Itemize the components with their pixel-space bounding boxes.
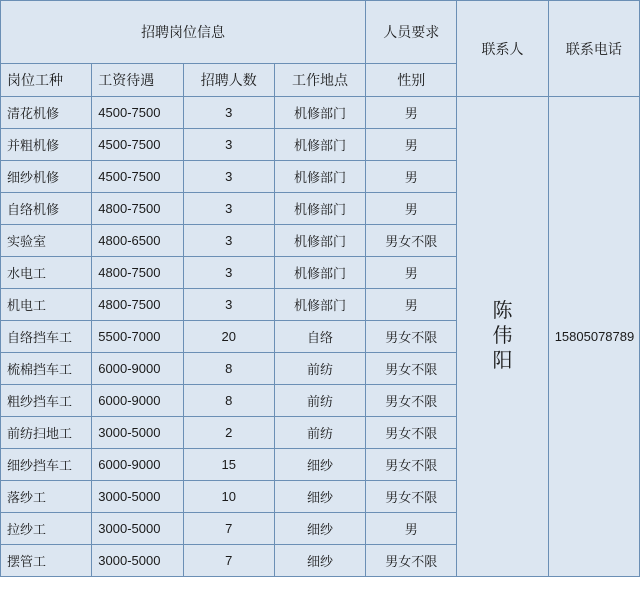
cell-gender: 男 — [366, 129, 457, 161]
cell-gender: 男女不限 — [366, 353, 457, 385]
cell-gender: 男女不限 — [366, 545, 457, 577]
cell-job: 粗纱挡车工 — [1, 385, 92, 417]
cell-count: 7 — [183, 513, 274, 545]
cell-place: 细纱 — [274, 449, 365, 481]
cell-place: 细纱 — [274, 545, 365, 577]
cell-wage: 4800-7500 — [92, 257, 183, 289]
cell-gender: 男女不限 — [366, 417, 457, 449]
cell-gender: 男 — [366, 257, 457, 289]
contact-name-value — [457, 97, 548, 577]
cell-gender: 男女不限 — [366, 385, 457, 417]
cell-place: 机修部门 — [274, 97, 365, 129]
cell-job: 自络挡车工 — [1, 321, 92, 353]
contact-name-char: 伟 — [492, 325, 513, 347]
cell-wage: 3000-5000 — [92, 545, 183, 577]
cell-count: 3 — [183, 225, 274, 257]
cell-job: 清花机修 — [1, 97, 92, 129]
cell-count: 8 — [183, 385, 274, 417]
cell-wage: 3000-5000 — [92, 417, 183, 449]
cell-wage: 6000-9000 — [92, 385, 183, 417]
cell-gender: 男 — [366, 97, 457, 129]
cell-count: 3 — [183, 257, 274, 289]
cell-wage: 4500-7500 — [92, 129, 183, 161]
cell-count: 3 — [183, 289, 274, 321]
cell-job: 自络机修 — [1, 193, 92, 225]
contact-name-char: 陈 — [492, 300, 513, 322]
cell-wage: 6000-9000 — [92, 449, 183, 481]
cell-gender: 男女不限 — [366, 449, 457, 481]
column-header-place: 工作地点 — [274, 64, 365, 97]
cell-count: 2 — [183, 417, 274, 449]
column-header-count: 招聘人数 — [183, 64, 274, 97]
cell-wage: 4500-7500 — [92, 161, 183, 193]
header-row-groups — [1, 1, 640, 64]
cell-job: 机电工 — [1, 289, 92, 321]
cell-place: 前纺 — [274, 417, 365, 449]
cell-count: 10 — [183, 481, 274, 513]
header-job-info: 招聘岗位信息 — [1, 1, 366, 64]
cell-wage: 4800-7500 — [92, 193, 183, 225]
contact-phone-value: 15805078789 — [548, 97, 639, 577]
cell-gender: 男 — [366, 289, 457, 321]
cell-place: 自络 — [274, 321, 365, 353]
cell-job: 并粗机修 — [1, 129, 92, 161]
cell-job: 梳棉挡车工 — [1, 353, 92, 385]
cell-count: 3 — [183, 129, 274, 161]
cell-count: 3 — [183, 193, 274, 225]
cell-gender: 男 — [366, 161, 457, 193]
cell-job: 细纱机修 — [1, 161, 92, 193]
cell-job: 前纺扫地工 — [1, 417, 92, 449]
cell-job: 落纱工 — [1, 481, 92, 513]
table-body — [1, 97, 640, 577]
cell-wage: 3000-5000 — [92, 513, 183, 545]
cell-place: 机修部门 — [274, 129, 365, 161]
header-contact-name: 联系人 — [457, 1, 548, 97]
cell-place: 前纺 — [274, 385, 365, 417]
column-header-gender: 性别 — [366, 64, 457, 97]
cell-place: 细纱 — [274, 481, 365, 513]
cell-job: 细纱挡车工 — [1, 449, 92, 481]
cell-wage: 6000-9000 — [92, 353, 183, 385]
table-header — [1, 1, 640, 97]
cell-gender: 男 — [366, 193, 457, 225]
cell-count: 8 — [183, 353, 274, 385]
contact-name-char: 阳 — [492, 350, 513, 372]
cell-place: 机修部门 — [274, 193, 365, 225]
header-contact-phone: 联系电话 — [548, 1, 639, 97]
cell-job: 摆管工 — [1, 545, 92, 577]
cell-place: 机修部门 — [274, 257, 365, 289]
cell-place: 细纱 — [274, 513, 365, 545]
cell-wage: 4500-7500 — [92, 97, 183, 129]
cell-count: 3 — [183, 97, 274, 129]
column-header-job: 岗位工种 — [1, 64, 92, 97]
cell-gender: 男女不限 — [366, 481, 457, 513]
cell-place: 机修部门 — [274, 225, 365, 257]
cell-place: 前纺 — [274, 353, 365, 385]
cell-wage: 4800-7500 — [92, 289, 183, 321]
cell-place: 机修部门 — [274, 289, 365, 321]
cell-job: 水电工 — [1, 257, 92, 289]
cell-gender: 男女不限 — [366, 321, 457, 353]
cell-count: 15 — [183, 449, 274, 481]
cell-gender: 男 — [366, 513, 457, 545]
cell-wage: 4800-6500 — [92, 225, 183, 257]
cell-count: 20 — [183, 321, 274, 353]
cell-wage: 5500-7000 — [92, 321, 183, 353]
cell-gender: 男女不限 — [366, 225, 457, 257]
header-personnel-requirement: 人员要求 — [366, 1, 457, 64]
column-header-wage: 工资待遇 — [92, 64, 183, 97]
cell-place: 机修部门 — [274, 161, 365, 193]
cell-wage: 3000-5000 — [92, 481, 183, 513]
cell-count: 3 — [183, 161, 274, 193]
cell-job: 实验室 — [1, 225, 92, 257]
cell-job: 拉纱工 — [1, 513, 92, 545]
cell-count: 7 — [183, 545, 274, 577]
table-row — [1, 97, 640, 129]
